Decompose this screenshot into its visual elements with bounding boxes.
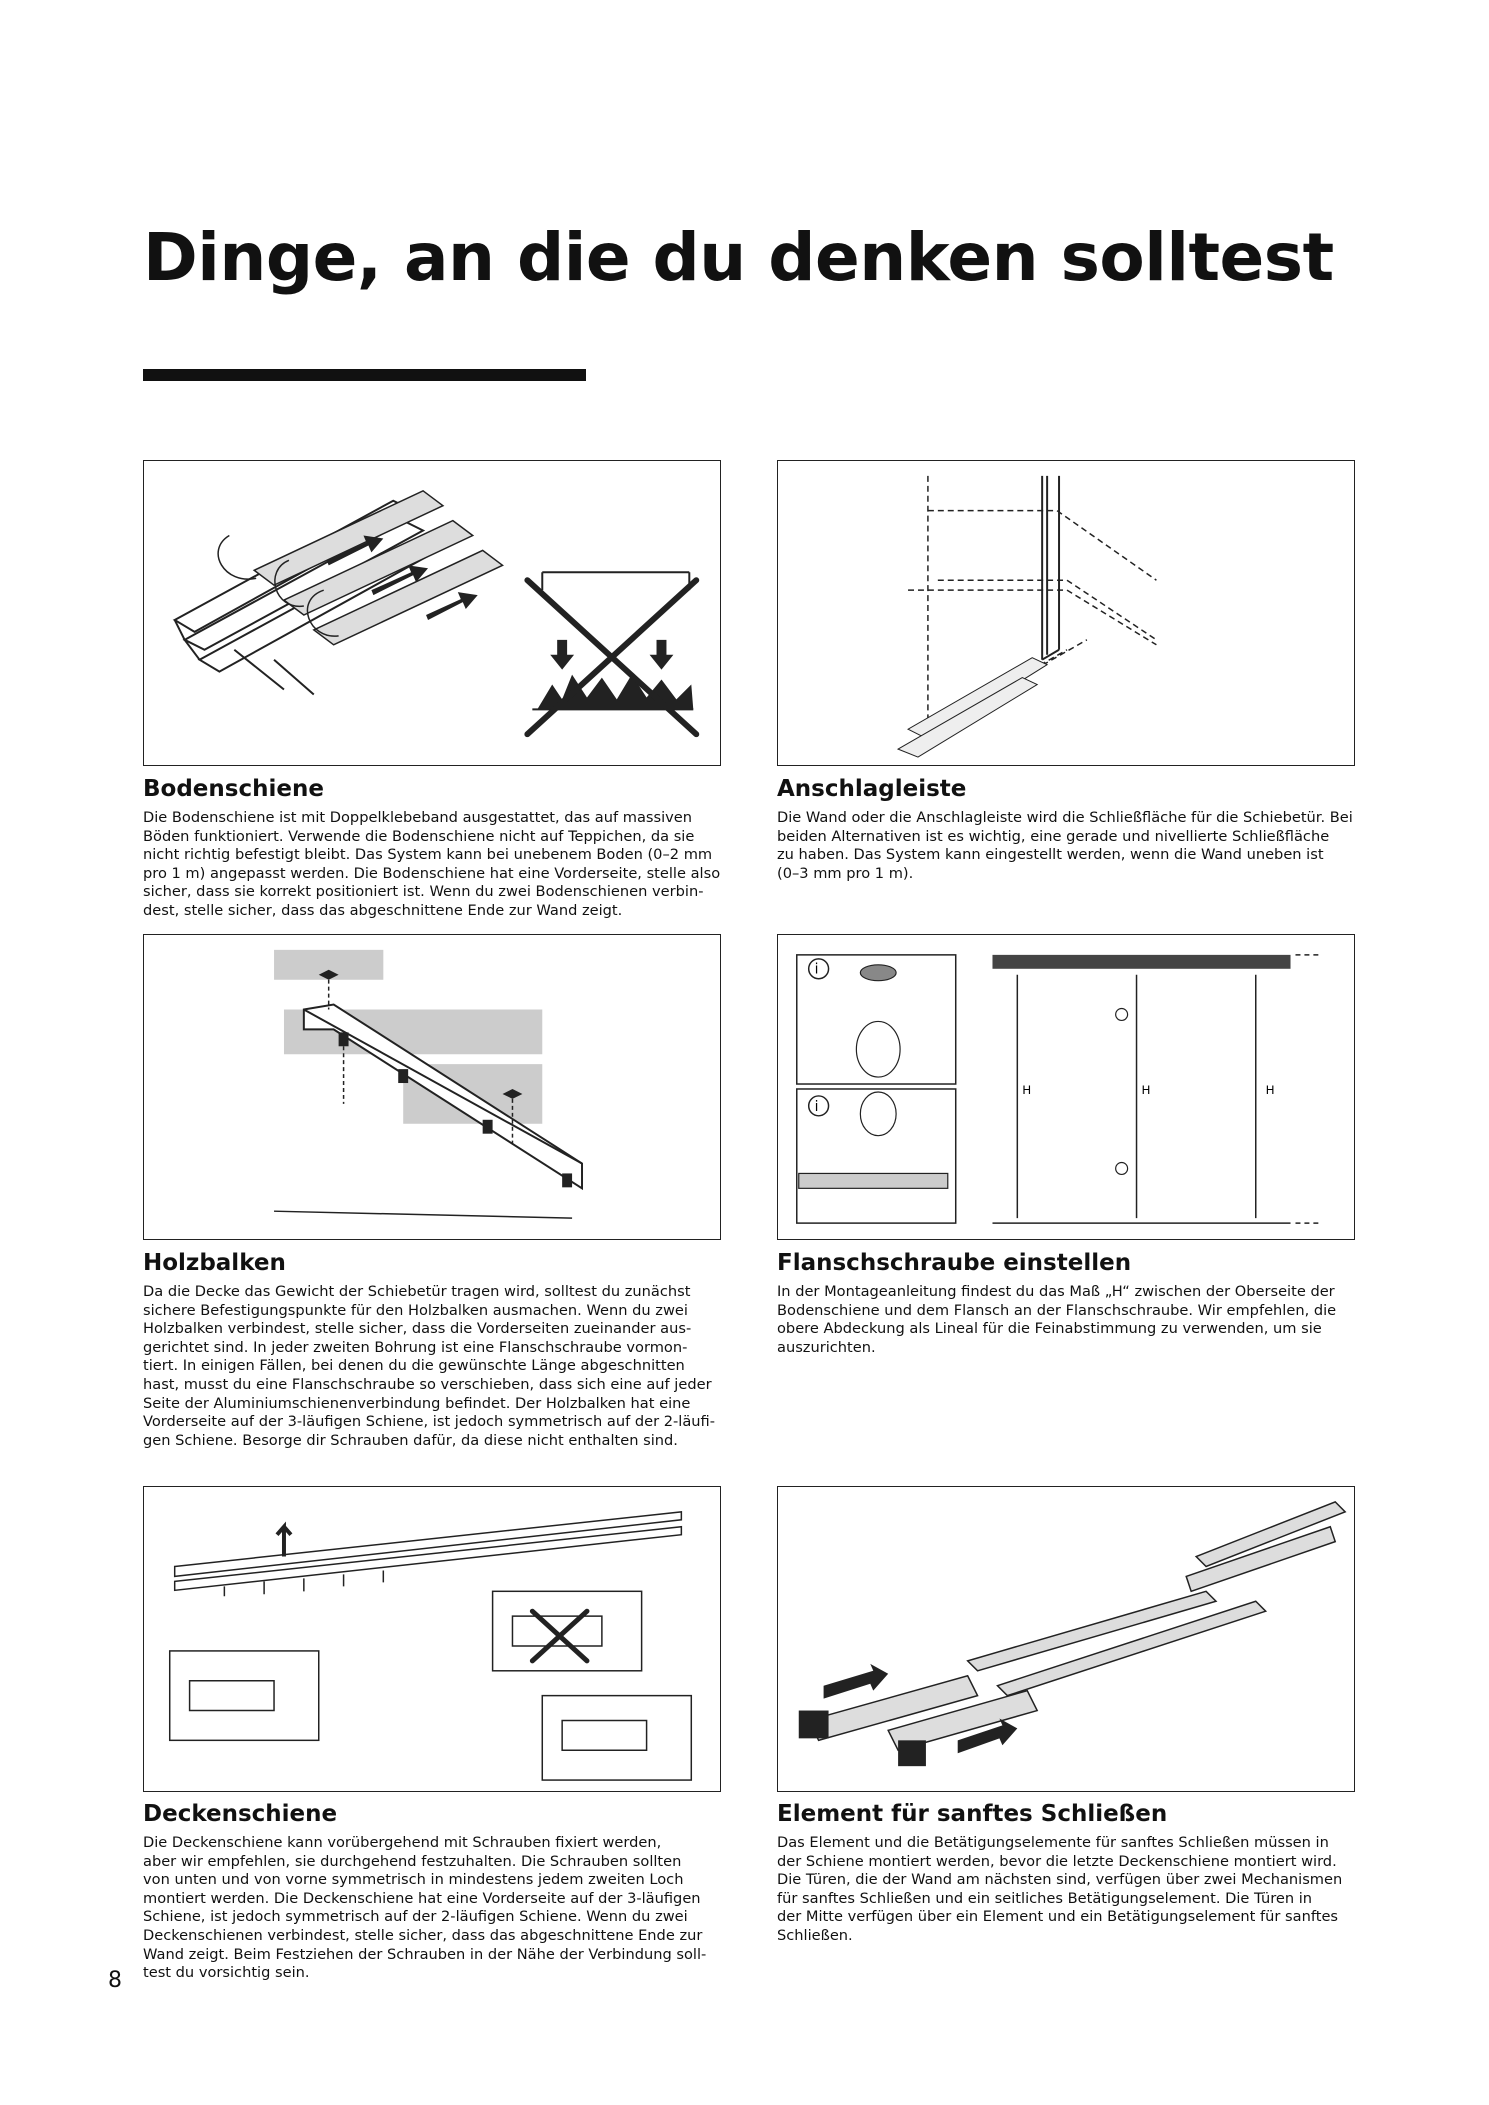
- heading-holzbalken: Holzbalken: [143, 1250, 286, 1276]
- wooden-beam-illustration: [144, 935, 720, 1239]
- info-icon-2: i: [814, 1098, 819, 1115]
- h-label-2: H: [1141, 1082, 1151, 1097]
- heading-bodenschiene: Bodenschiene: [143, 776, 324, 802]
- heading-sanftes-schliessen: Element für sanftes Schließen: [777, 1801, 1168, 1827]
- text-bodenschiene: Die Bodenschiene ist mit Doppelklebeband ausgestattet, das auf massiven Böden funktioniert. Verwende die Bodenschiene nicht auf Teppichen, da sie nicht richtig befestigt bleibt. Das System kann bei unebenem Boden (0–2 mm pro 1 m) angepasst werden. Die Bodenschiene hat eine Vorderseite, stelle also sicher, dass sie korrekt positioniert ist. Wenn du zwei Bodenschienen verbin- dest, stelle sicher, dass das abgeschnittene Ende zur Wand zeigt.: [143, 809, 721, 919]
- heading-anschlagleiste: Anschlagleiste: [777, 776, 967, 802]
- illustration-holzbalken: [143, 934, 721, 1240]
- illustration-deckenschiene: [143, 1486, 721, 1792]
- illustration-anschlagleiste: [777, 460, 1355, 766]
- h-label-1: H: [1022, 1082, 1032, 1097]
- page-title: Dinge, an die du denken solltest: [143, 219, 1334, 296]
- page-number: 8: [108, 1968, 122, 1993]
- text-deckenschiene: Die Deckenschiene kann vorübergehend mit Schrauben fixiert werden, aber wir empfehlen, sie durchgehend festzuhalten. Die Schrauben sollten von unten und von vorne symmetrisch in mindestens jedem zweiten Loch montiert werden. Die Deckenschiene hat eine Vorderseite auf der 3-läufigen Schiene, ist jedoch symmetrisch auf der 2-läufigen Schiene. Wenn du zwei Deckenschienen verbindest, stelle sicher, dass das abgeschnittene Ende zur Wand zeigt. Beim Festziehen der Schrauben in der Nähe der Verbindung soll- test du vorsichtig sein.: [143, 1834, 707, 1982]
- stop-strip-illustration: [778, 461, 1354, 765]
- illustration-sanftes-schliessen: [777, 1486, 1355, 1792]
- h-label-3: H: [1265, 1082, 1275, 1097]
- heading-deckenschiene: Deckenschiene: [143, 1801, 338, 1827]
- ceiling-rail-illustration: [144, 1487, 720, 1791]
- text-holzbalken: Da die Decke das Gewicht der Schiebetür tragen wird, solltest du zunächst sichere Befestigungspunkte für den Holzbalken ausmachen. Wenn du zwei Holzbalken verbindest, stelle sicher, dass die Vorderseiten zueinander aus- gerichtet sind. In jeder zweiten Bohrung ist eine Flanschschraube vormon- tiert. In einigen Fällen, bei denen du die gewünschte Länge abgeschnitten hast, musst du eine Flanschschraube so verschieben, dass sich eine auf jeder Seite der Aluminiumschienenverbindung befindet. Der Holzbalken hat eine Vorderseite auf der 3-läufigen Schiene, ist jedoch symmetrisch auf der 2-läufi- gen Schiene. Besorge dir Schrauben dafür, da diese nicht enthalten sind.: [143, 1283, 715, 1449]
- info-icon-1: i: [814, 961, 819, 978]
- floor-rail-tape-illustration: [144, 461, 720, 765]
- illustration-bodenschiene: [143, 460, 721, 766]
- title-underline: [143, 369, 586, 381]
- heading-flanschschraube: Flanschschraube einstellen: [777, 1250, 1132, 1276]
- flange-screw-illustration: [778, 935, 1354, 1239]
- illustration-flanschschraube: [777, 934, 1355, 1240]
- text-flanschschraube: In der Montageanleitung findest du das Maß „H“ zwischen der Oberseite der Bodenschiene und dem Flansch an der Flanschschraube. Wir empfehlen, die obere Abdeckung als Lineal für die Feinabstimmung zu verwenden, um sie auszurichten.: [777, 1283, 1337, 1356]
- text-sanftes-schliessen: Das Element und die Betätigungselemente für sanftes Schließen müssen in der Schiene montiert werden, bevor die letzte Deckenschiene montiert wird. Die Türen, die der Wand am nächsten sind, verfügen über zwei Mechanismen für sanftes Schließen und ein seitliches Betätigungselement. Die Türen in der Mitte verfügen über ein Element und ein Betätigungselement für sanftes Schließen.: [777, 1834, 1343, 1944]
- soft-close-illustration: [778, 1487, 1354, 1791]
- text-anschlagleiste: Die Wand oder die Anschlagleiste wird die Schließfläche für die Schiebetür. Bei beiden Alternativen ist es wichtig, eine gerade und nivellierte Schließfläche zu haben. Das System kann eingestellt werden, wenn die Wand uneben ist (0–3 mm pro 1 m).: [777, 809, 1353, 882]
